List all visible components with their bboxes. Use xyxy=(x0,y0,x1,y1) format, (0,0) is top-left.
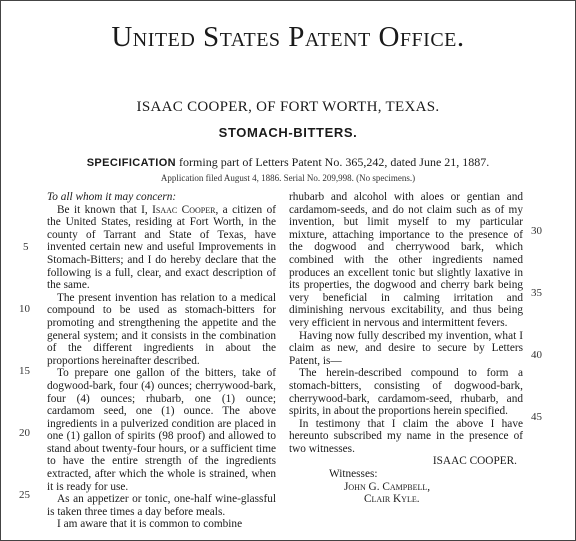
patent-title: STOMACH-BITTERS. xyxy=(218,125,358,140)
paragraph-4: As an appetizer or tonic, one-half wine-glassful is taken three times a day before meals. xyxy=(47,493,276,518)
witness-2: Clair Kyle. xyxy=(364,493,420,506)
paragraph-1-start: Be it known that I, xyxy=(57,203,153,216)
specification-lead: SPECIFICATION xyxy=(86,157,177,169)
application-line: Application filed August 4, 1886. Serial No. 209,998. (No specimens.) xyxy=(160,173,416,183)
paragraph-6: rhubarb and alcohol with aloes or gentian and cardamom-seeds, and do not claim such as of my invention, but limit myself to my particular mixture, attaching importance to the presence of the dogwood and cherrywood bark, which combined with the other ingredients named produces an excellent tonic but slightly laxative in its properties, the dogwood and cherry bark being very beneficial in calming irritation and diminishing nervous excitability, and thus being very efficient in nervous and intermittent fevers. xyxy=(289,191,523,329)
paragraph-9: In testimony that I claim the above I have hereunto subscribed my name in the presence of two witnesses. xyxy=(289,417,523,455)
line-number: 40 xyxy=(531,349,542,361)
witness-1: John G. Campbell, xyxy=(344,480,431,493)
left-column xyxy=(47,191,276,531)
inventor-name: Isaac Cooper xyxy=(152,203,216,216)
paragraph-8: The herein-described compound to form a stomach-bitters, consisting of dogwood-bark, cherrywood-bark, cardamom-seed, rhubarb, and spirits, in about the proportions herein specified. xyxy=(289,367,523,418)
paragraph-7: Having now fully described my invention, what I claim as new, and desire to secure by Letters Patent, is— xyxy=(289,329,523,367)
salutation: To all whom it may concern: xyxy=(47,191,177,203)
right-column xyxy=(289,191,523,506)
paragraph-5: I am aware that it is common to combine xyxy=(57,518,243,531)
line-number: 10 xyxy=(19,303,30,315)
line-number: 15 xyxy=(19,365,30,377)
line-number: 25 xyxy=(19,489,30,501)
line-number: 45 xyxy=(531,411,542,423)
paragraph-3: To prepare one gallon of the bitters, take of dogwood-bark, four (4) ounces; cherrywood-bark, four (4) ounces; rhubarb, one (1) ounce; cardamom seed, one (1) ounce. The above ingredients in a pulverized condition are placed in one (1) gallon of spirits (98 proof) and allowed to stand about twenty-four hours, or a sufficient time to have the entire strength of the ingredients extracted, after which the whole is strained, when it is ready for use. xyxy=(47,367,276,493)
office-header: United States Patent Office. xyxy=(111,21,465,53)
line-number: 5 xyxy=(23,241,29,253)
line-number: 20 xyxy=(19,427,30,439)
specification-line xyxy=(1,155,575,170)
paragraph-2: The present invention has relation to a medical compound to be used as stomach-bitters for promoting and strengthening the appetite and the general system; and it consists in the combination of the different ingredients in about the proportions hereinafter described. xyxy=(47,291,276,367)
specification-rest: forming part of Letters Patent No. 365,242, dated June 21, 1887. xyxy=(176,155,490,169)
paragraph-1 xyxy=(47,204,276,292)
line-number: 35 xyxy=(531,287,542,299)
inventor-line: ISAAC COOPER, OF FORT WORTH, TEXAS. xyxy=(136,99,440,115)
witnesses-label: Witnesses: xyxy=(329,468,378,481)
line-number: 30 xyxy=(531,225,542,237)
paragraph-1-end: , a citizen of the United States, residing at Fort Worth, in the county of Tarrant and State of Texas, have invented certain new and useful Improvements in Stomach-Bitters; and I do hereby declare that the following is a full, clear, and exact description of the same. xyxy=(47,203,277,292)
signature: ISAAC COOPER. xyxy=(432,455,517,468)
